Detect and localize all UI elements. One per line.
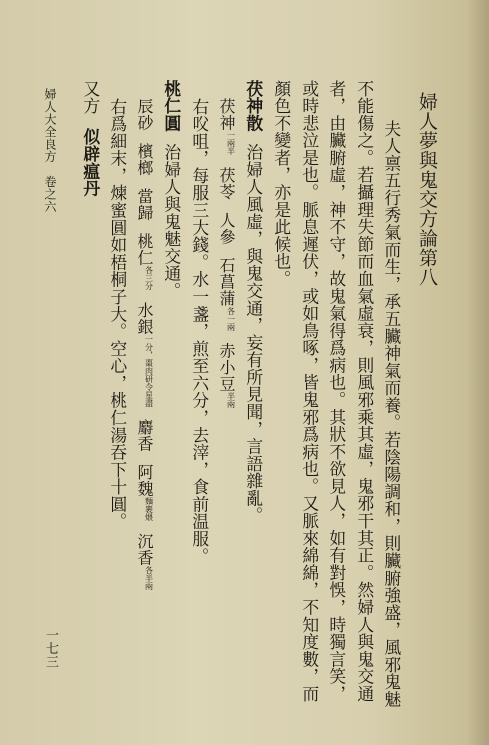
ingredient: 辰砂 xyxy=(135,98,154,131)
formula-2-ingredients xyxy=(136,98,153,590)
ingredient: 當歸 xyxy=(135,188,154,221)
formula-2-line xyxy=(163,80,180,300)
ingredient: 阿魏 xyxy=(135,464,154,497)
formula-1-ingredients xyxy=(218,98,235,408)
formula-1-line xyxy=(245,80,262,524)
running-head: 婦人大全良方 卷之六 xyxy=(43,88,57,213)
ingredient: 石菖蒲 xyxy=(217,257,236,307)
ingredient-dose: 一兩半 xyxy=(226,131,236,155)
formula-2-usage: 右爲細末，煉蜜圓如梧桐子大。空心，桃仁湯吞下十圓。 xyxy=(107,98,128,531)
page-number: 一七三 xyxy=(43,628,58,669)
ingredient: 沉香 xyxy=(135,533,154,566)
ingredient-dose: 麵裹煨 xyxy=(144,497,154,521)
formula-2-name: 桃仁圓 xyxy=(161,80,182,132)
ingredient: 人參 xyxy=(217,212,236,245)
chapter-title: 婦人夢與鬼交方論第八 xyxy=(416,92,438,287)
formula-1-indication: 治婦人風虛，與鬼交通，妄有所見聞，言語雜亂。 xyxy=(243,143,264,525)
formula-3-label: 又方 xyxy=(80,80,101,115)
text-line-3: 者，由臟腑虛，神不守，故鬼氣得爲病也。其狀不欲見人，如有對悞，時獨言笑， xyxy=(326,80,347,703)
ingredient-dose: 各三分 xyxy=(144,266,154,290)
text-line-4: 或時悲泣是也。脈息遲伏，或如鳥啄，皆鬼邪爲病也。又脈來綿綿，不知度數，而 xyxy=(299,80,320,703)
ingredient: 茯苓 xyxy=(217,167,236,200)
ingredient: 檳榔 xyxy=(135,143,154,176)
ingredient-dose: 一分，棗肉研令星盡 xyxy=(144,335,154,407)
text-line-1: 夫人禀五行秀氣而生，承五臟神氣而養。若陰陽調和，則臟腑強盛，風邪鬼魅 xyxy=(381,120,402,708)
formula-1-name: 茯神散 xyxy=(243,80,264,132)
ingredient-dose: 各一兩 xyxy=(226,306,236,331)
ingredient: 桃仁 xyxy=(135,233,154,266)
text-line-5: 顏色不變者，亦是此候也。 xyxy=(271,80,292,288)
ingredient: 赤小豆 xyxy=(217,342,236,392)
formula-1-usage: 右㕮咀，每服三大錢。水一盞，煎至六分，去滓，食前温服。 xyxy=(189,98,210,565)
ingredient: 麝香 xyxy=(135,419,154,452)
text-line-2: 不能傷之。若攝理失節而血氣虛衰，則風邪乘其虛，鬼邪干其正。然婦人與鬼交通 xyxy=(354,80,375,703)
ingredient: 水銀 xyxy=(135,302,154,335)
ingredient-dose: 半兩 xyxy=(226,392,236,408)
formula-2-indication: 治婦人與鬼魅交通。 xyxy=(161,143,182,300)
formula-3-name: 似辟瘟丹 xyxy=(80,128,101,198)
ingredient: 茯神 xyxy=(217,98,236,131)
page-gutter-shadow xyxy=(467,0,489,745)
ingredient-dose: 各半兩 xyxy=(144,566,154,590)
